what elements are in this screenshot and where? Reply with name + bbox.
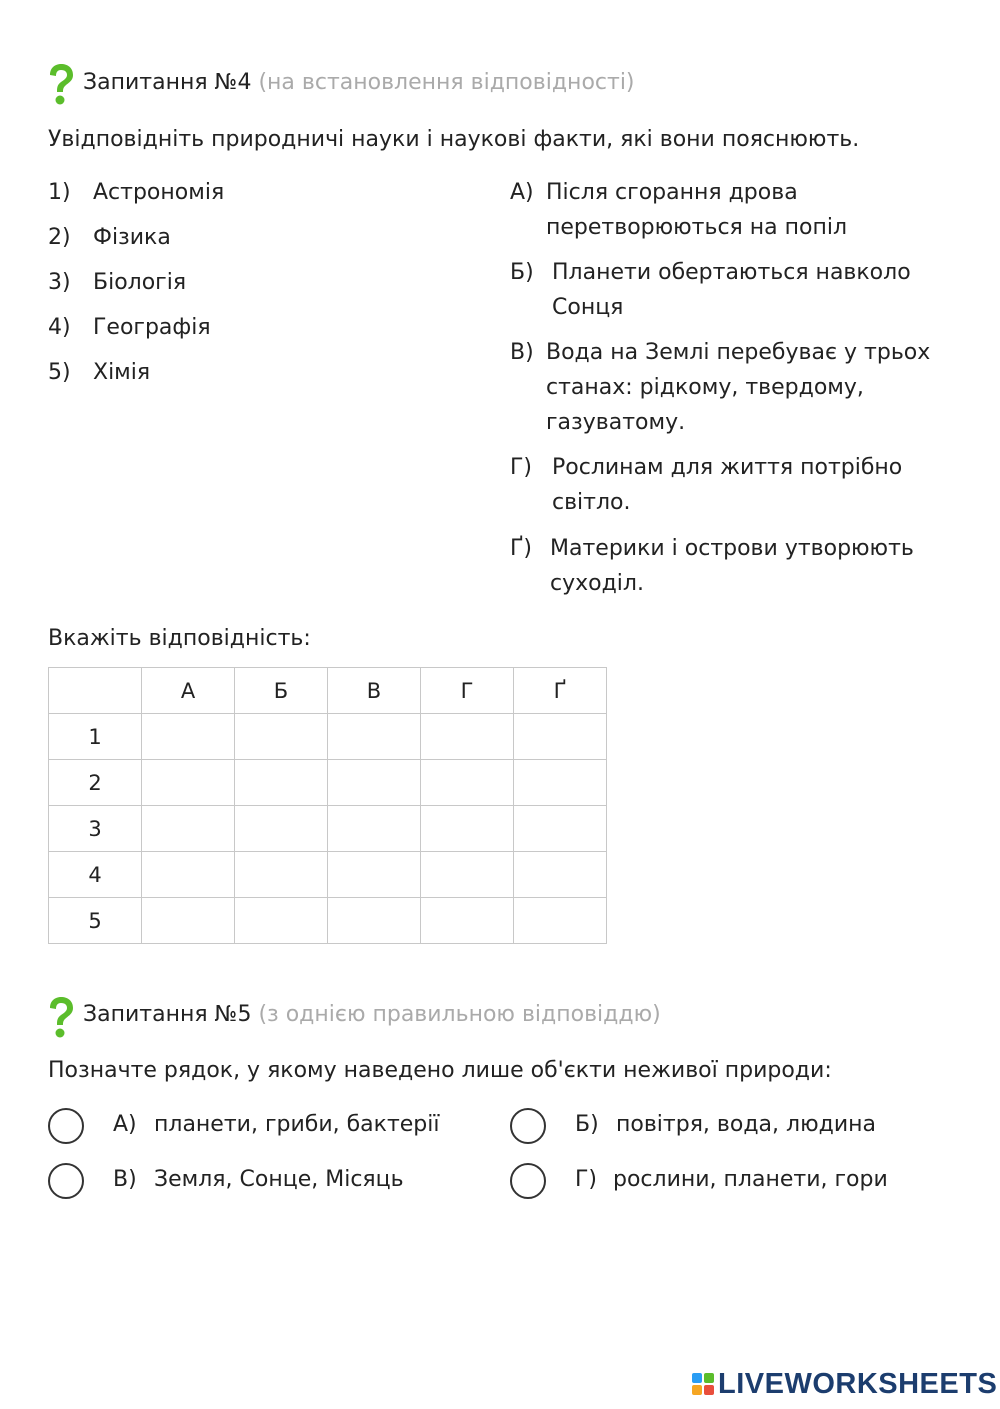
option-g[interactable] <box>510 1163 930 1199</box>
matching-table <box>48 667 607 944</box>
question-4-title: Запитання №4 <box>83 70 252 95</box>
answer-cell[interactable] <box>514 714 607 760</box>
fact-text: Планети обертаються навколо <box>552 260 911 285</box>
item-number: 3) <box>48 270 71 295</box>
option-text: Земля, Сонце, Місяць <box>154 1167 404 1192</box>
option-v[interactable] <box>48 1163 468 1199</box>
answer-cell[interactable] <box>328 760 421 806</box>
question-5-prompt: Позначте рядок, у якому наведено лише об'єкти неживої природи: <box>48 1058 832 1083</box>
option-letter: Б) <box>575 1112 599 1137</box>
option-text: планети, гриби, бактерії <box>154 1112 440 1137</box>
answer-cell[interactable] <box>142 714 235 760</box>
answer-cell[interactable] <box>514 806 607 852</box>
fact-text: світло. <box>552 490 631 515</box>
answer-cell[interactable] <box>328 714 421 760</box>
table-row <box>49 714 607 760</box>
fact-text: Сонця <box>552 295 624 320</box>
question-5-title: Запитання №5 <box>83 1002 252 1027</box>
fact-text: Материки і острови утворюють <box>550 536 914 561</box>
item-label: Фізика <box>93 225 171 250</box>
item-number: 1) <box>48 180 71 205</box>
fact-text: Рослинам для життя потрібно <box>552 455 903 480</box>
answer-cell[interactable] <box>235 852 328 898</box>
answer-cell[interactable] <box>142 760 235 806</box>
table-header-row <box>49 668 607 714</box>
fact-letter: А) <box>510 180 534 205</box>
answer-cell[interactable] <box>514 852 607 898</box>
answer-cell[interactable] <box>328 852 421 898</box>
item-number: 5) <box>48 360 71 385</box>
table-row <box>49 806 607 852</box>
item-number: 2) <box>48 225 71 250</box>
question-5-subtitle: (з однією правильною відповіддю) <box>258 1002 661 1027</box>
fact-letter: Г) <box>510 455 532 480</box>
column-header: Ґ <box>514 668 607 714</box>
answer-cell[interactable] <box>328 898 421 944</box>
fact-letter: Ґ) <box>510 536 532 561</box>
column-header: Б <box>235 668 328 714</box>
question-4-subtitle: (на встановлення відповідності) <box>258 70 635 95</box>
answer-cell[interactable] <box>421 714 514 760</box>
logo-text: LIVEWORKSHEETS <box>718 1368 998 1400</box>
option-a[interactable] <box>48 1108 468 1144</box>
table-row <box>49 852 607 898</box>
answer-cell[interactable] <box>421 760 514 806</box>
fact-text: перетворюються на попіл <box>546 215 848 240</box>
option-letter: В) <box>113 1167 137 1192</box>
answer-cell[interactable] <box>421 852 514 898</box>
fact-text: суходіл. <box>550 571 644 596</box>
fact-letter: Б) <box>510 260 534 285</box>
option-text: рослини, планети, гори <box>613 1167 888 1192</box>
row-header: 1 <box>49 714 142 760</box>
item-label: Географія <box>93 315 211 340</box>
answer-cell[interactable] <box>421 806 514 852</box>
answer-cell[interactable] <box>142 852 235 898</box>
item-label: Хімія <box>93 360 151 385</box>
row-header: 2 <box>49 760 142 806</box>
question-4-header <box>83 70 635 95</box>
fact-text: Вода на Землі перебуває у трьох <box>546 340 931 365</box>
fact-letter: В) <box>510 340 534 365</box>
row-header: 5 <box>49 898 142 944</box>
question-5-header <box>83 1002 661 1027</box>
answer-cell[interactable] <box>142 806 235 852</box>
answer-cell[interactable] <box>514 760 607 806</box>
column-header: А <box>142 668 235 714</box>
fact-text: газуватому. <box>546 410 686 435</box>
question-mark-icon <box>46 64 76 106</box>
answer-cell[interactable] <box>235 714 328 760</box>
table-row <box>49 898 607 944</box>
column-header: Г <box>421 668 514 714</box>
item-number: 4) <box>48 315 71 340</box>
answer-cell[interactable] <box>514 898 607 944</box>
fact-text: Після сгорання дрова <box>546 180 798 205</box>
option-b[interactable] <box>510 1108 930 1144</box>
radio-button[interactable] <box>48 1108 84 1144</box>
item-label: Біологія <box>93 270 187 295</box>
table-corner-cell <box>49 668 142 714</box>
question-4-prompt: Увідповідніть природничі науки і наукові факти, які вони пояснюють. <box>48 127 860 152</box>
logo-mark-icon <box>692 1373 716 1397</box>
option-letter: Г) <box>575 1167 597 1192</box>
fact-text: станах: рідкому, твердому, <box>546 375 864 400</box>
answer-cell[interactable] <box>142 898 235 944</box>
row-header: 4 <box>49 852 142 898</box>
answer-cell[interactable] <box>235 760 328 806</box>
radio-button[interactable] <box>48 1163 84 1199</box>
answer-cell[interactable] <box>328 806 421 852</box>
answer-label: Вкажіть відповідність: <box>48 626 311 651</box>
radio-button[interactable] <box>510 1163 546 1199</box>
answer-cell[interactable] <box>235 898 328 944</box>
table-row <box>49 760 607 806</box>
item-label: Астрономія <box>93 180 225 205</box>
answer-cell[interactable] <box>235 806 328 852</box>
question-mark-icon <box>46 997 76 1039</box>
answer-cell[interactable] <box>421 898 514 944</box>
radio-button[interactable] <box>510 1108 546 1144</box>
option-text: повітря, вода, людина <box>616 1112 876 1137</box>
column-header: В <box>328 668 421 714</box>
option-letter: А) <box>113 1112 137 1137</box>
row-header: 3 <box>49 806 142 852</box>
